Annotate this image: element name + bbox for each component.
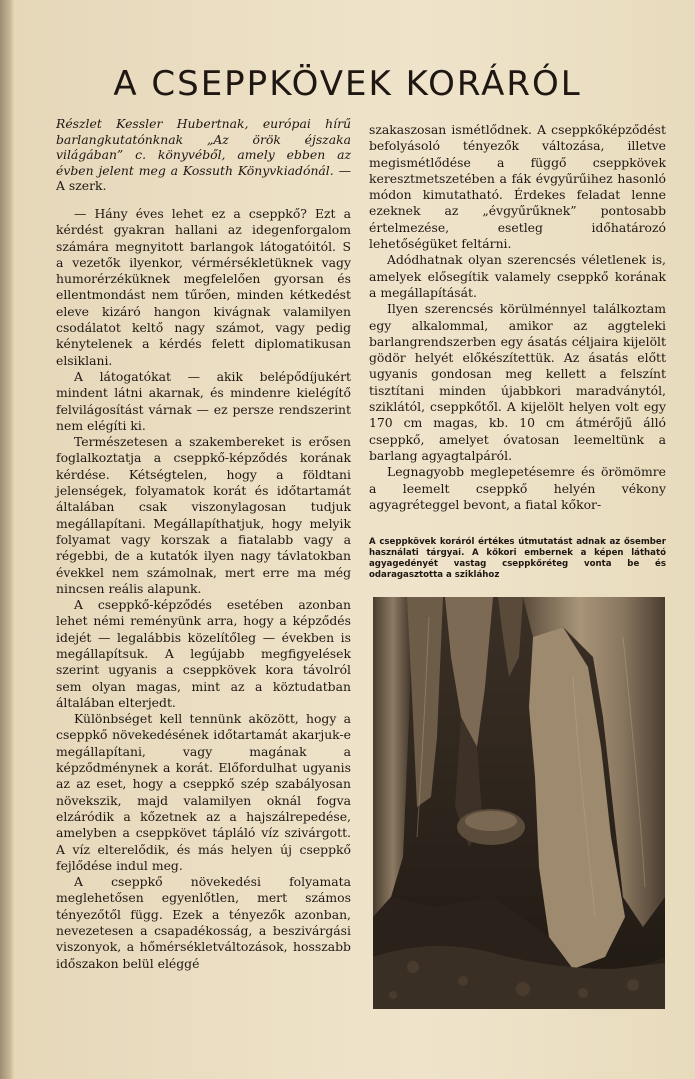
body-paragraph: A cseppkő növekedési folyamata meglehetősen egyenlőtlen, mert számos tényezőtől függ. Ezek a tényezők azonban, nevezetesen a csapadékosság, a beszivárgási viszonyok, a hőmérsékletváltozások, hosszabb időszakon belül eléggé	[56, 874, 351, 971]
stalagmite-image	[373, 597, 665, 1009]
body-paragraph: A cseppkő-képződés esetében azonban lehet némi reményünk arra, hogy a képződés idejét — legalábbis közelítőleg — években is megállapítsuk. A legújabb megfigyelések szerint ugyanis a cseppkövek kora távolról sem olyan magas, mint az a köztudatban általában elterjedt.	[56, 597, 351, 710]
lead-spacer	[56, 194, 351, 206]
photo-caption: A cseppkövek koráról értékes útmutatást adnak az ősember használati tárgyai. A kőkori embernek a képen látható agyagedényét vastag cseppkőréteg vonta be és odaragasztotta a sziklához	[369, 537, 666, 580]
page-fold-shadow	[0, 0, 14, 1079]
body-paragraph: Természetesen a szakembereket is erősen foglalkoztatja a cseppkő-képződés korának kérdése. Kétségtelen, hogy a földtani jelenségek, folyamatok korát és időtartamát általában csak viszonylagosan tudjuk megállapítani. Megállapíthatjuk, hogy melyik folyamat vagy korszak a fiatalabb vagy a régebbi, de a kutatók ilyen nagy távlatokban évekkel nem számolnak, mert erre ma még nincsen reális alapunk.	[56, 434, 351, 596]
body-paragraph: — Hány éves lehet ez a cseppkő? Ezt a kérdést gyakran hallani az idegenforgalom számára megnyitott barlangok látogatóitól. S a vezetők ilyenkor, vérmérsékletüknek vagy humorérzéküknek megfelelően gyorsan és ellentmondást nem tűrően, minden kétkedést eleve kizáró hangon kivágnak valamilyen csodálatot keltő nagy számot, vagy pedig kénytelenek a kérdés felett diplomatikusan elsiklani.	[56, 205, 351, 368]
body-paragraph: Legnagyobb meglepetésemre és örömömre a leemelt cseppkő helyén vékony agyagréteggel bevont, a fiatal kőkor-	[369, 464, 666, 512]
body-paragraph: Ilyen szerencsés körülménnyel találkoztam egy alkalommal, amikor az aggteleki barlangrendszerben egy ásatás céljaira kijelölt gödör helyét előkészítettük. Az ásatás előtt ugyanis gondosan meg kellett a felszínt tisztítani minden újabbkori maradványtól, sziklától, cseppkőtől. A kijelölt helyen volt egy 170 cm magas, kb. 10 cm átmérőjű álló cseppkő, amelyet óvatosan leemeltünk a barlang agyagtalpáról.	[369, 301, 666, 463]
body-paragraph: A látogatókat — akik belépődíjukért mindent látni akarnak, és mindenre kielégítő felvilágosítást várnak — ez persze rendszerint nem elégíti ki.	[56, 368, 351, 433]
body-paragraph: szakaszosan ismétlődnek. A cseppkőképződést befolyásoló tényezők változása, illetve megismétlődése a függő cseppkövek keresztmetszetében a fák évgyűrűihez hasonló módon kimutatható. Érdekes feladat lenne ezeknek az „évgyűrűknek” pontosabb értelmezése, esetleg időhatározó lehetőségüket feltárni.	[369, 122, 666, 252]
body-paragraph: Adódhatnak olyan szerencsés véletlenek is, amelyek elősegítik valamely cseppkő korának a megállapítását.	[369, 252, 666, 300]
article-lead	[56, 116, 351, 194]
right-column	[369, 122, 666, 513]
left-column	[56, 116, 351, 972]
article-title: A CSEPPKÖVEK KORÁRÓL	[113, 64, 582, 104]
lead-signature: — A szerk.	[56, 162, 351, 194]
cave-photo	[373, 597, 665, 1009]
body-paragraph: Különbséget kell tennünk aközött, hogy a cseppkő növekedésének időtartamát akarjuk-e megállapítani, vagy magának a képződménynek a korát. Előfordulhat ugyanis az az eset, hogy a cseppkő szép szabályosan növekszik, majd valamilyen oknál fogva elzáródik a kőzetnek az a hajszálrepedése, amelyben a cseppkövet tápláló víz szivárgott. A víz elterelődik, és más helyen új cseppkő fejlődése indul meg.	[56, 711, 351, 873]
lead-text: Részlet Kessler Hubertnak, európai hírű barlangkutatónknak „Az örök éjszaka világában” c. könyvéből, amely ebben az évben jelent meg a Kossuth Könyvkiadónál.	[56, 116, 351, 178]
